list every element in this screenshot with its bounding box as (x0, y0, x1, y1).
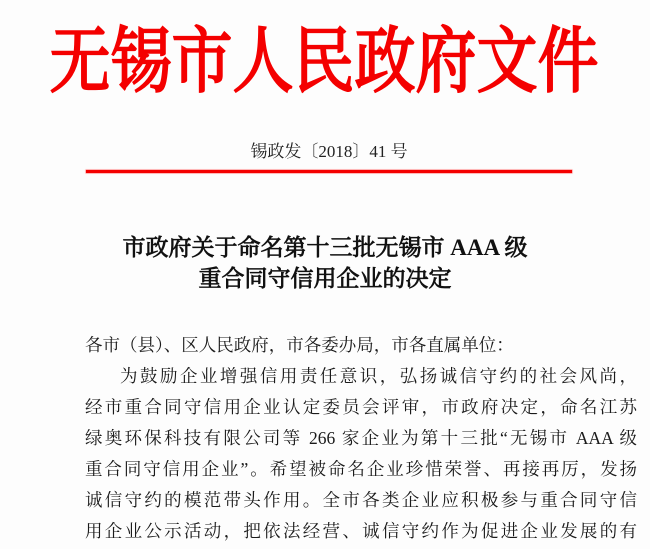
body-line: 诚信守约的模范带头作用。全市各类企业应积极参与重合同守信 (85, 490, 637, 510)
document-body (85, 330, 637, 547)
document-title (0, 232, 650, 294)
body-line: 绿奥环保科技有限公司等 266 家企业为第十三批“无锡市 AAA 级 (85, 428, 637, 448)
document-title-line2: 重合同守信用企业的决定 (198, 266, 452, 291)
body-line: 用企业公示活动，把依法经营、诚信守约作为促进企业发展的有 (85, 521, 637, 541)
body-line: 经市重合同守信用企业认定委员会评审，市政府决定，命名江苏 (85, 397, 637, 417)
body-line: 重合同守信用企业”。希望被命名企业珍惜荣誉、再接再厉，发扬 (85, 459, 637, 479)
doc-number: 锡政发〔2018〕41 号 (250, 142, 408, 161)
salutation-line: 各市（县）、区人民政府，市各委办局，市各直属单位： (85, 335, 514, 355)
red-divider-line (86, 170, 572, 173)
body-line: 为鼓励企业增强信用责任意识，弘扬诚信守约的社会风尚， (120, 366, 637, 386)
document-header-title: 无锡市人民政府文件 (49, 23, 599, 103)
document-title-line1: 市政府关于命名第十三批无锡市 AAA 级 (122, 235, 528, 260)
